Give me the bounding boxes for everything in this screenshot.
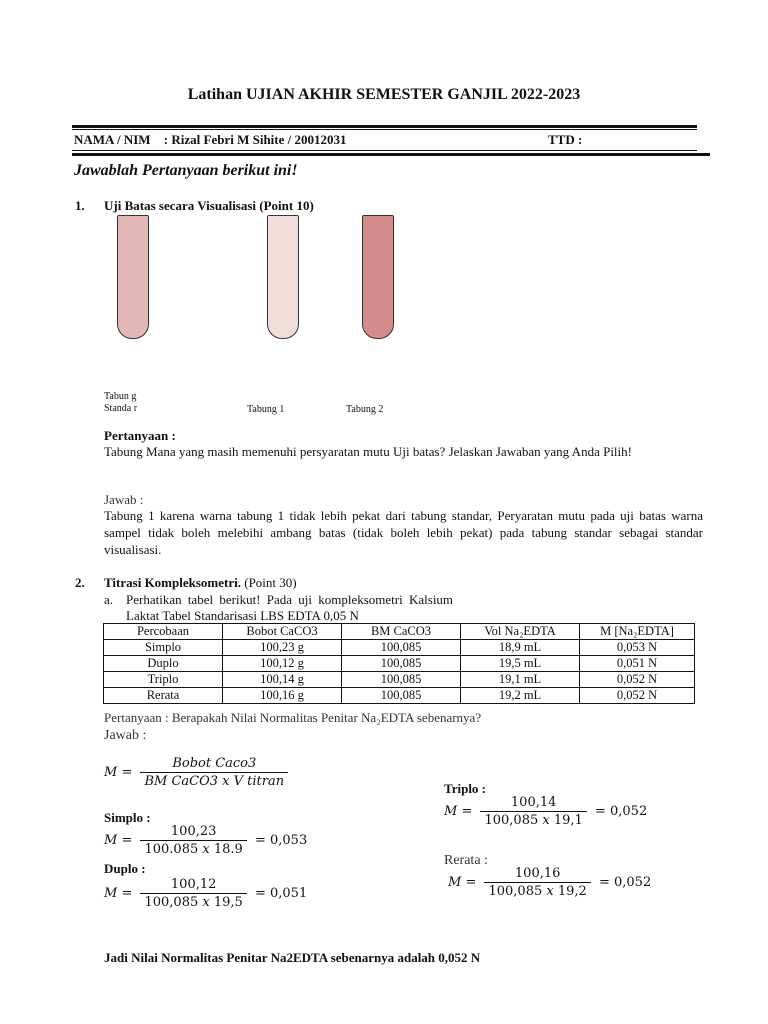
table-cell: 100,085 (342, 640, 461, 656)
tube-2 (362, 215, 394, 339)
q2-sub-a-letter: a. (104, 592, 114, 607)
triplo-label: Triplo : (444, 781, 487, 796)
tube-standard (117, 215, 149, 339)
q1-title: Uji Batas secara Visualisasi (Point 10) (104, 198, 314, 213)
table-cell: 19,2 mL (461, 688, 580, 704)
q2-sub-a-line1: Perhatikan tabel berikut! Pada uji kompleksometri Kalsium (126, 592, 454, 607)
tube-1 (267, 215, 299, 339)
table-cell: Rerata (104, 688, 223, 704)
table-header-cell: M [Na₂EDTA] (580, 624, 695, 640)
ttd-label: TTD : (548, 132, 583, 147)
header-top-rule (72, 125, 697, 128)
table-row (104, 656, 695, 672)
tube-1-label: Tabung 1 (247, 404, 285, 415)
table-header-cell: Vol Na₂EDTA (461, 624, 580, 640)
table-cell: 0,053 N (580, 640, 695, 656)
tube-2-label: Tabung 2 (346, 404, 384, 415)
table-header-cell: BM CaCO3 (342, 624, 461, 640)
name-value: : Rizal Febri M Sihite / 20012031 (163, 132, 347, 147)
rerata-formula: M = $\frac{100,16}{100,085 x 19,2}$ = 0,052 (448, 866, 652, 899)
table-row (104, 672, 695, 688)
name-label: NAMA / NIM (74, 132, 151, 147)
table-header-cell: Bobot CaCO3 (223, 624, 342, 640)
q2-title-points: (Point 30) (240, 575, 297, 590)
name-bar (74, 132, 694, 148)
q2-question-text: Pertanyaan : Berapakah Nilai Normalitas Penitar Na₂EDTA sebenarnya? (104, 710, 482, 725)
standardization-table (103, 623, 695, 704)
q1-question-label: Pertanyaan : (104, 428, 176, 443)
table-cell: 100,16 g (223, 688, 342, 704)
table-cell: 19,5 mL (461, 656, 580, 672)
rerata-label: Rerata : (444, 853, 488, 868)
q2-answer-label: Jawab : (104, 728, 147, 743)
simplo-formula: M = $\frac{100,23}{100.085 x 18.9}$ = 0,053 (104, 824, 308, 857)
table-cell: 0,052 N (580, 672, 695, 688)
q2-heading (75, 574, 297, 591)
table-cell: Duplo (104, 656, 223, 672)
table-cell: Simplo (104, 640, 223, 656)
q1-heading (75, 198, 314, 214)
table-row (104, 688, 695, 704)
q2-sub-a-line2: Laktat Tabel Standarisasi LBS EDTA 0,05 N (126, 608, 359, 623)
table-cell: 19,1 mL (461, 672, 580, 688)
table-cell: 100,14 g (223, 672, 342, 688)
general-formula: M = $\frac{\text{Bobot Caco3}}{\text{BM CaCO3 x V titran}}$ (104, 756, 292, 789)
header-top-rule-thin (72, 129, 697, 130)
table-cell: 100,23 g (223, 640, 342, 656)
conclusion: Jadi Nilai Normalitas Penitar Na2EDTA sebenarnya adalah 0,052 N (104, 950, 481, 965)
table-cell: 100,12 g (223, 656, 342, 672)
tube-standard-label: Tabun g Standa r (104, 391, 138, 414)
table-cell: 100,085 (342, 656, 461, 672)
triplo-formula: M = $\frac{100,14}{100,085 x 19,1}$ = 0,052 (444, 795, 648, 828)
table-cell: 0,051 N (580, 656, 695, 672)
table-cell: 0,052 N (580, 688, 695, 704)
page-title: Latihan UJIAN AKHIR SEMESTER GANJIL 2022-2023 (187, 86, 581, 103)
instruction: Jawablah Pertanyaan berikut ini! (74, 162, 298, 179)
q1-answer-label: Jawab : (104, 492, 144, 507)
q1-answer-text: Tabung 1 karena warna tabung 1 tidak lebih pekat dari tabung standar, Peryaratan mutu pada uji batas warna sampel tidak boleh melebihi ambang batas (tidak boleh lebih pekat) pada tabung standar sebagai standar visualisasi. (104, 508, 703, 557)
q2-number: 2. (75, 575, 85, 590)
header-bottom-rule-thin (72, 150, 697, 151)
simplo-label: Simplo : (104, 810, 151, 825)
table-row (104, 640, 695, 656)
q1-question-text: Tabung Mana yang masih memenuhi persyaratan mutu Uji batas? Jelaskan Jawaban yang Anda Pilih! (104, 444, 632, 459)
duplo-formula: M = $\frac{100,12}{100,085 x 19,5}$ = 0,051 (104, 877, 308, 910)
table-header-row (104, 624, 695, 640)
table-cell: 100,085 (342, 672, 461, 688)
table-cell: 18,9 mL (461, 640, 580, 656)
table-cell: Triplo (104, 672, 223, 688)
q1-number: 1. (75, 198, 85, 213)
table-header-cell: Percobaan (104, 624, 223, 640)
q2-title: Titrasi Kompleksometri. (104, 575, 241, 590)
header-bottom-rule (72, 153, 710, 156)
duplo-label: Duplo : (104, 861, 146, 876)
table-cell: 100,085 (342, 688, 461, 704)
